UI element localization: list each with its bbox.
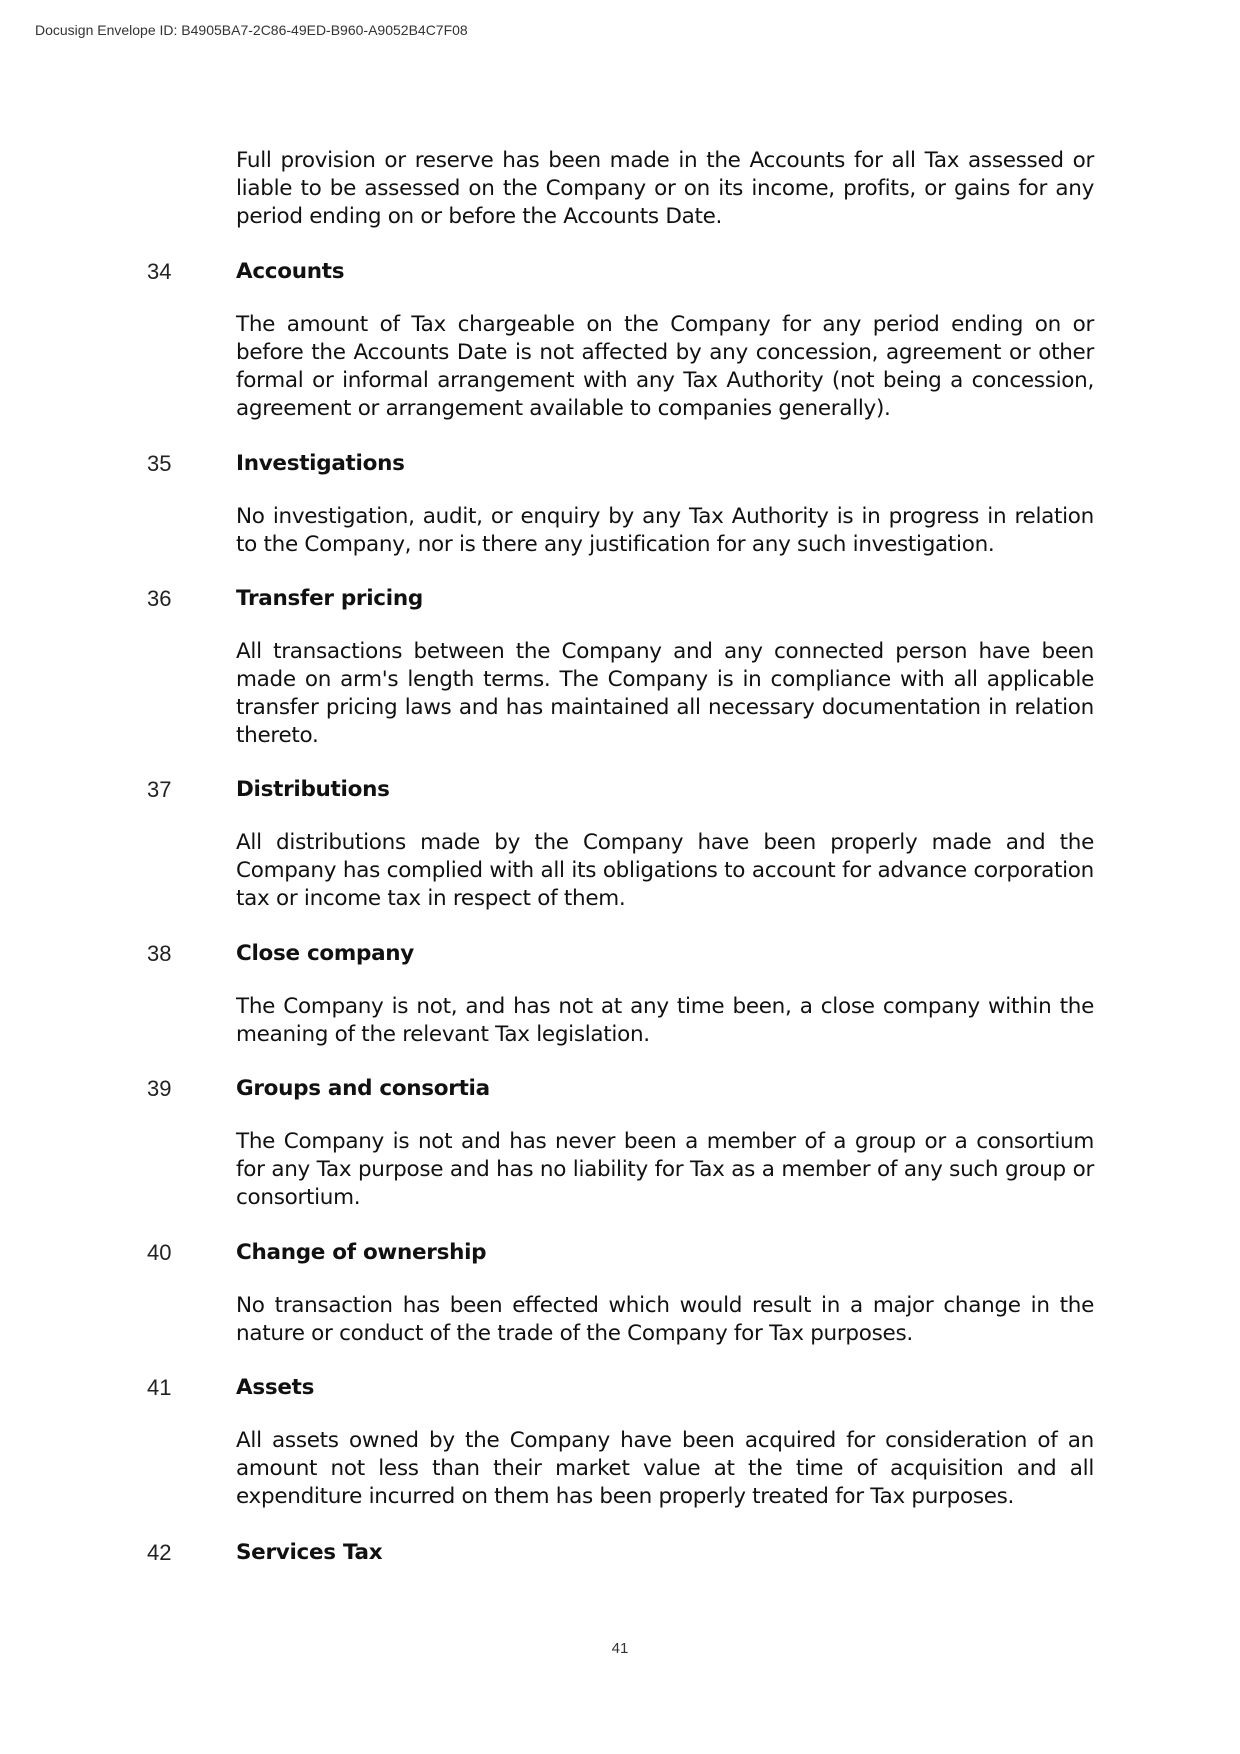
section-number: 40: [147, 1240, 172, 1265]
section-number: 39: [147, 1076, 172, 1101]
section-body-block: [236, 638, 1094, 750]
section-body: No transaction has been effected which would result in a major change in the nature or conduct of the trade of the Company for Tax purposes.: [236, 1293, 1094, 1346]
section-body-block: [236, 1292, 1094, 1348]
section-body: All transactions between the Company and any connected person have been made on arm's length terms. The Company is in compliance with all applicable transfer pricing laws and has maintained all necessary documentation in relation thereto.: [236, 639, 1094, 748]
section-number: 38: [147, 941, 172, 966]
section-number: 34: [147, 259, 172, 284]
section-body-block: [236, 829, 1094, 913]
section-body-block: [236, 503, 1094, 559]
section-body: No investigation, audit, or enquiry by any Tax Authority is in progress in relation to the Company, nor is there any justification for any such investigation.: [236, 504, 1094, 557]
section-body: The amount of Tax chargeable on the Company for any period ending on or before the Accounts Date is not affected by any concession, agreement or other formal or informal arrangement with any Tax Authority (not being a concession, agreement or arrangement available to companies generally).: [236, 312, 1094, 421]
section-number: 41: [147, 1375, 172, 1400]
section-body-block: [236, 1427, 1094, 1511]
section-number: 42: [147, 1540, 172, 1565]
section-body-block: [236, 993, 1094, 1049]
section-number: 36: [147, 586, 172, 611]
section-title: Close company: [236, 941, 415, 966]
section-title: Groups and consortia: [236, 1076, 490, 1101]
section-number: 37: [147, 777, 172, 802]
section-title: Assets: [236, 1375, 315, 1400]
section-title: Distributions: [236, 777, 390, 802]
section-title: Accounts: [236, 259, 345, 284]
section-title: Change of ownership: [236, 1240, 487, 1265]
section-body: All assets owned by the Company have been acquired for consideration of an amount not less than their market value at the time of acquisition and all expenditure incurred on them has been properly treated for Tax purposes.: [236, 1428, 1094, 1509]
section-body: The Company is not and has never been a member of a group or a consortium for any Tax purpose and has no liability for Tax as a member of any such group or consortium.: [236, 1129, 1094, 1210]
intro-paragraph: Full provision or reserve has been made in the Accounts for all Tax assessed or liable to be assessed on the Company or on its income, profits, or gains for any period ending on or before the Accounts Date.: [236, 148, 1094, 229]
intro-paragraph-block: [236, 147, 1094, 231]
section-title: Transfer pricing: [236, 586, 423, 611]
section-body: The Company is not, and has not at any time been, a close company within the meaning of the relevant Tax legislation.: [236, 994, 1094, 1047]
section-title: Services Tax: [236, 1540, 383, 1565]
section-body: All distributions made by the Company have been properly made and the Company has complied with all its obligations to account for advance corporation tax or income tax in respect of them.: [236, 830, 1094, 911]
page-number: 41: [611, 1640, 629, 1657]
section-body-block: [236, 1128, 1094, 1212]
section-body-block: [236, 311, 1094, 423]
section-number: 35: [147, 451, 172, 476]
docusign-envelope-id: Docusign Envelope ID: B4905BA7-2C86-49ED-B960-A9052B4C7F08: [35, 22, 468, 38]
section-title: Investigations: [236, 451, 405, 476]
